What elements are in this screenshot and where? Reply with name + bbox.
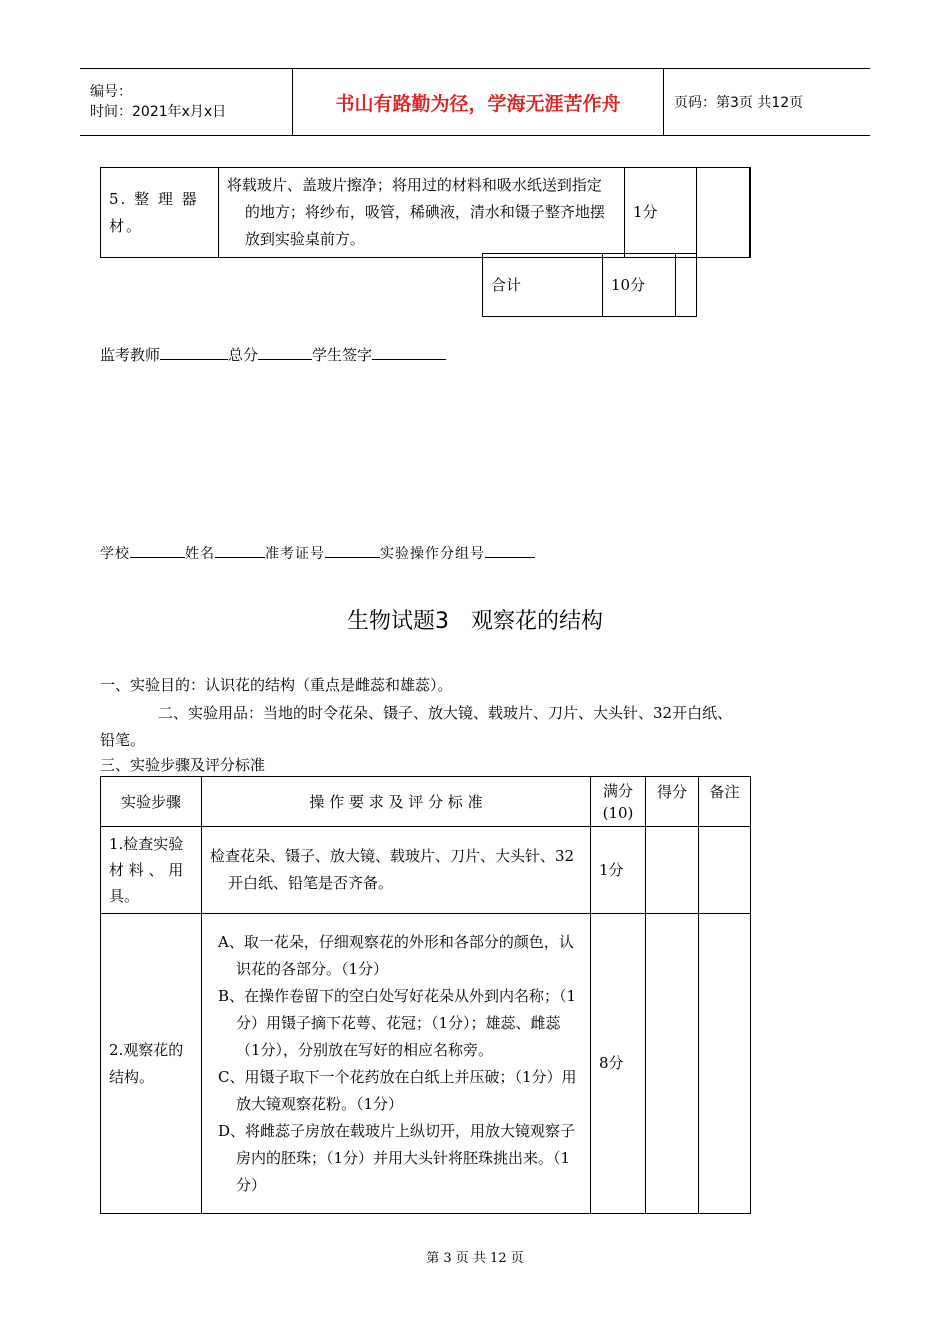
info-line (100, 543, 535, 563)
teacher-blank[interactable] (160, 345, 228, 360)
header-requirement: 操 作 要 求 及 评 分 标 准 (202, 777, 591, 827)
table-header-row (101, 777, 751, 827)
header-full-score (591, 777, 646, 827)
total-score: 10分 (603, 254, 676, 317)
school-blank[interactable] (130, 543, 185, 558)
signature-line (100, 344, 446, 365)
header-left (80, 69, 293, 136)
page-header (80, 68, 870, 136)
header-full-score-sub: (10) (602, 803, 634, 822)
requirement-text: 将载玻片、盖玻片擦净；将用过的材料和吸水纸送到指定的地方；将纱布，吸管，稀碘液，清水和镊子整齐地摆放到实验桌前方。 (226, 176, 605, 248)
teacher-label: 监考教师 (100, 346, 161, 364)
main-table (100, 776, 751, 1214)
row2-item-b: B、在操作卷留下的空白处写好花朵从外到内名称；（1分）用镊子摘下花萼、花冠；（1分）；雄蕊、雌蕊（1分），分别放在写好的相应名称旁。 (218, 986, 577, 1059)
time-label: 时间：2021年x月x日 (90, 104, 227, 120)
name-blank[interactable] (215, 543, 265, 558)
table-row (101, 914, 751, 1214)
header-step: 实验步骤 (101, 777, 202, 827)
page-title: 生物试题3 观察花的结构 (347, 609, 603, 634)
requirement-cell (218, 168, 624, 258)
group-label: 实验操作分组号 (380, 546, 485, 562)
row1-step: 1.检查实验材 料 、 用 具。 (101, 827, 202, 914)
row1-got (646, 827, 699, 914)
row2-score: 8分 (591, 914, 646, 1214)
row2-item-a: A、取一花朵，仔细观察花的外形和各部分的颜色，认识花的各部分。（1分） (218, 932, 574, 978)
materials-text: 二、实验用品：当地的时令花朵、镊子、放大镜、载玻片、刀片、大头针、32开白纸、 (158, 704, 733, 722)
purpose-text: 一、实验目的：认识花的结构（重点是雌蕊和雄蕊）。 (100, 676, 453, 694)
student-label: 学生签字 (312, 346, 373, 364)
total-label: 总分 (228, 346, 259, 364)
total-got-cell (676, 254, 697, 317)
row1-note (699, 827, 751, 914)
materials-cont-text: 铅笔。 (100, 731, 146, 749)
total-label: 合计 (483, 254, 603, 317)
group-blank[interactable] (485, 543, 535, 558)
steps-heading: 三、实验步骤及评分标准 (100, 756, 266, 774)
exam-id-blank[interactable] (325, 543, 380, 558)
row2-step: 2.观察花的结构。 (101, 914, 202, 1214)
total-table (482, 253, 697, 317)
row2-note (699, 914, 751, 1214)
header-full-score-label: 满分 (602, 781, 633, 800)
row2-item-c: C、用镊子取下一个花药放在白纸上并压破；（1分）用放大镜观察花粉。（1分） (218, 1067, 577, 1113)
note-cell (750, 168, 751, 258)
name-label: 姓名 (185, 546, 215, 562)
total-blank[interactable] (258, 345, 312, 360)
number-label: 编号： (90, 84, 132, 100)
exam-id-label: 准考证号 (265, 546, 325, 562)
got-cell (696, 168, 749, 258)
header-note: 备注 (699, 777, 751, 827)
score-cell: 1分 (624, 168, 696, 258)
page-footer: 第 3 页 共 12 页 (426, 1251, 524, 1266)
header-got: 得分 (646, 777, 699, 827)
page-label: 页码：第3页 共12页 (664, 69, 871, 136)
step-label: 5. 整 理 器 材。 (109, 189, 199, 235)
header-motto: 书山有路勤为径，学海无涯苦作舟 (293, 69, 664, 136)
row2-got (646, 914, 699, 1214)
row2-item-d: D、将雌蕊子房放在载玻片上纵切开，用放大镜观察子房内的胚珠；（1分）并用大头针将胚珠挑出来。（1分） (218, 1121, 576, 1194)
school-label: 学校 (100, 546, 130, 562)
row1-score: 1分 (591, 827, 646, 914)
step-cell (101, 168, 219, 258)
table-row (101, 827, 751, 914)
student-blank[interactable] (372, 345, 446, 360)
row1-requirement: 检查花朵、镊子、放大镜、载玻片、刀片、大头针、32开白纸、铅笔是否齐备。 (202, 827, 591, 914)
top-table (100, 167, 751, 258)
row2-requirement (202, 914, 591, 1214)
